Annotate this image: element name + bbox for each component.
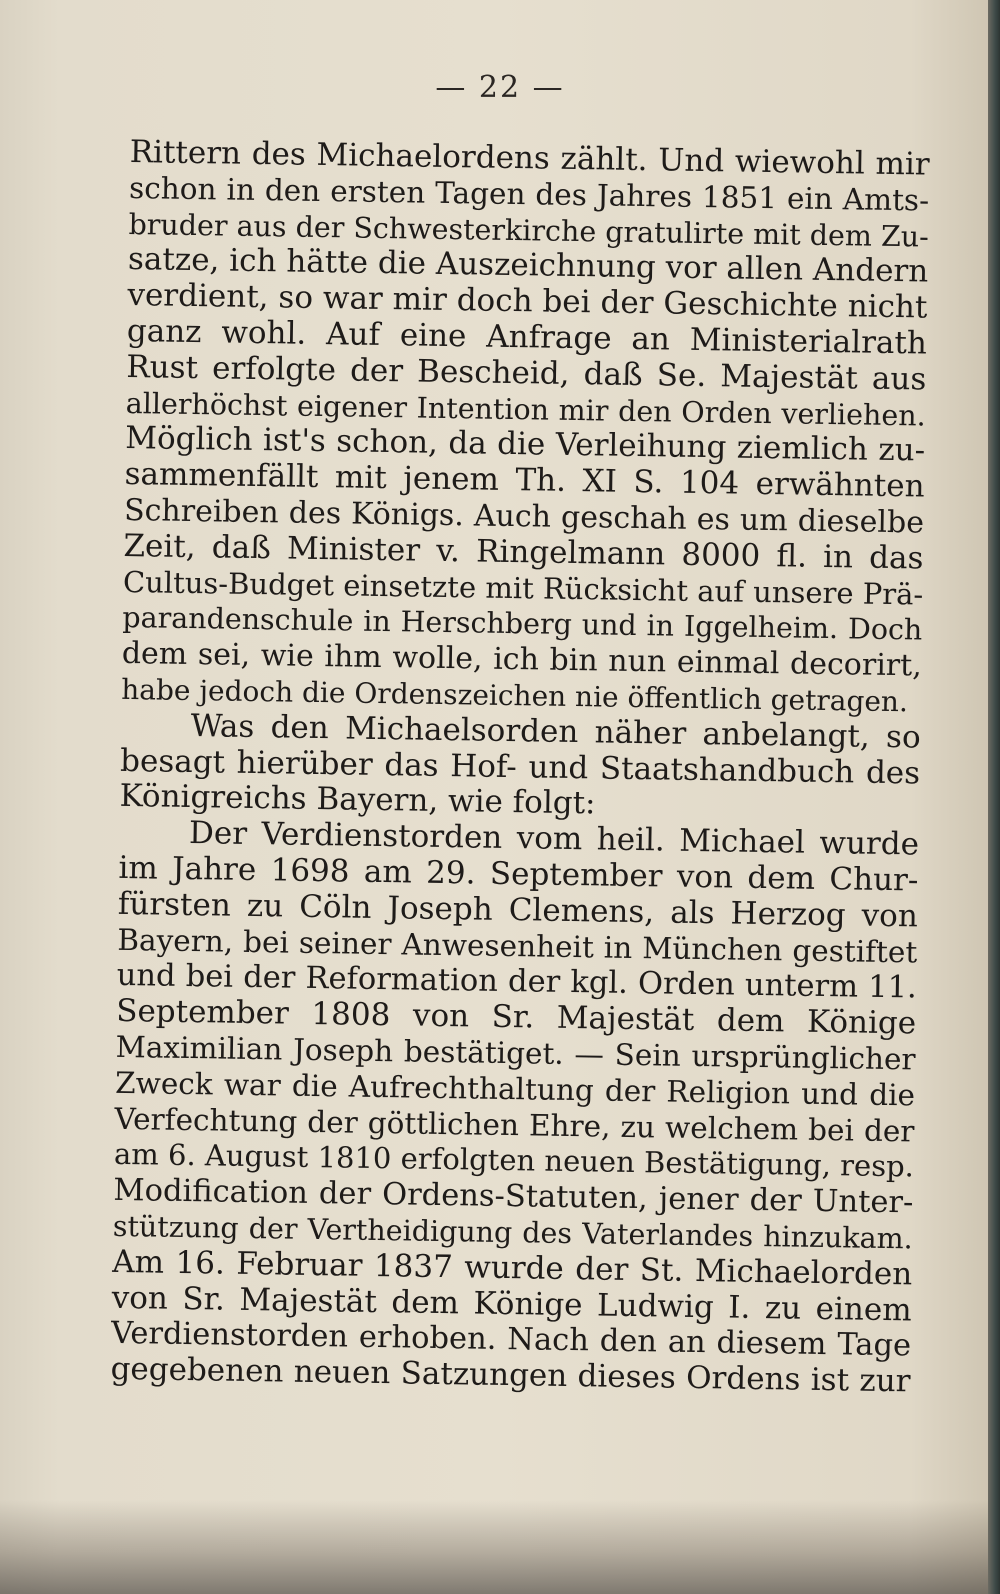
text-line: Rust erfolgte der Bescheid, daß Se. Majestät aus (126, 348, 927, 398)
text-line: Was den Michaelsorden näher anbelangt, so (190, 707, 921, 756)
text-line: Am 16. Februar 1837 wurde der St. Michaelorden (112, 1243, 913, 1293)
text-line: bruder aus der Schwesterkirche gratulirte mit dem Zu- (128, 207, 930, 254)
text-line: Verdienstorden erhoben. Nach den an diesem Tage (110, 1316, 912, 1364)
book-spine (988, 0, 1000, 1594)
text-line: parandenschule in Herschberg und in Iggelheim. Doch (122, 601, 923, 647)
text-line: schon in den ersten Tagen des Jahres 1851 ein Amts- (128, 170, 930, 218)
text-line: Rittern des Michaelordens zählt. Und wiewohl mir (129, 134, 930, 183)
text-line: fürsten zu Cöln Joseph Clemens, als Herzog von (117, 885, 919, 935)
text-line: habe jedoch die Ordenszeichen nie öffentlich getragen. (121, 672, 909, 719)
text-line: Verfechtung der göttlichen Ehre, zu welchem bei der (114, 1101, 915, 1148)
text-line: September 1808 von Sr. Majestät dem Könige (115, 993, 917, 1042)
text-line: Möglich ist's schon, da die Verleihung ziemlich zu- (124, 420, 926, 469)
text-line: ganz wohl. Auf eine Anfrage an Ministerialrath (126, 312, 928, 362)
text-line: gegebenen neuen Satzungen dieses Ordens ist zur (110, 1350, 911, 1400)
text-line: Königreichs Bayern, wie folgt: (119, 778, 596, 822)
text-line: und bei der Reformation der kgl. Orden unterm 11. (116, 958, 917, 1006)
text-line: allerhöchst eigener Intention mir den Orden verliehen. (125, 386, 926, 433)
text-line: Modification der Ordens-Statuten, jener der Unter- (113, 1172, 914, 1221)
text-line: Schreiben des Königs. Auch geschah es um dieselbe (123, 492, 925, 541)
text-line: Cultus-Budget einsetzte mit Rücksicht auf unsere Prä- (122, 564, 924, 612)
text-line: satze, ich hätte die Auszeichnung vor allen Andern (127, 241, 929, 290)
text-line: Zeit, daß Minister v. Ringelmann 8000 fl. in das (123, 527, 924, 577)
text-line: verdient, so war mir doch bei der Geschichte nicht (127, 277, 928, 326)
text-line: Bayern, bei seiner Anwesenheit in München gestiftet (117, 922, 918, 969)
text-line: stützung der Vertheidigung des Vaterlandes hinzukam. (112, 1209, 914, 1256)
text-line: am 6. August 1810 erfolgten neuen Bestätigung, resp. (113, 1137, 915, 1184)
page-number: — 22 — (435, 70, 565, 105)
text-line: sammenfällt mit jenem Th. XI S. 104 erwähnten (124, 456, 925, 505)
text-line: Maximilian Joseph bestätiget. — Sein ursprünglicher (115, 1029, 916, 1077)
body-text (110, 135, 930, 1400)
text-line: besagt hierüber das Hof- und Staatshandbuch des (119, 742, 921, 792)
page-bottom-edge (0, 1500, 988, 1594)
text-line: Der Verdienstorden vom heil. Michael wurde (188, 815, 920, 863)
text-line: Zweck war die Aufrechthaltung der Religion und die (114, 1065, 916, 1113)
text-line: von Sr. Majestät dem Könige Ludwig I. zu einem (111, 1279, 912, 1328)
text-line: dem sei, wie ihm wolle, ich bin nun einmal decorirt, (121, 636, 923, 684)
text-line: im Jahre 1698 am 29. September von dem Chur- (118, 849, 919, 899)
